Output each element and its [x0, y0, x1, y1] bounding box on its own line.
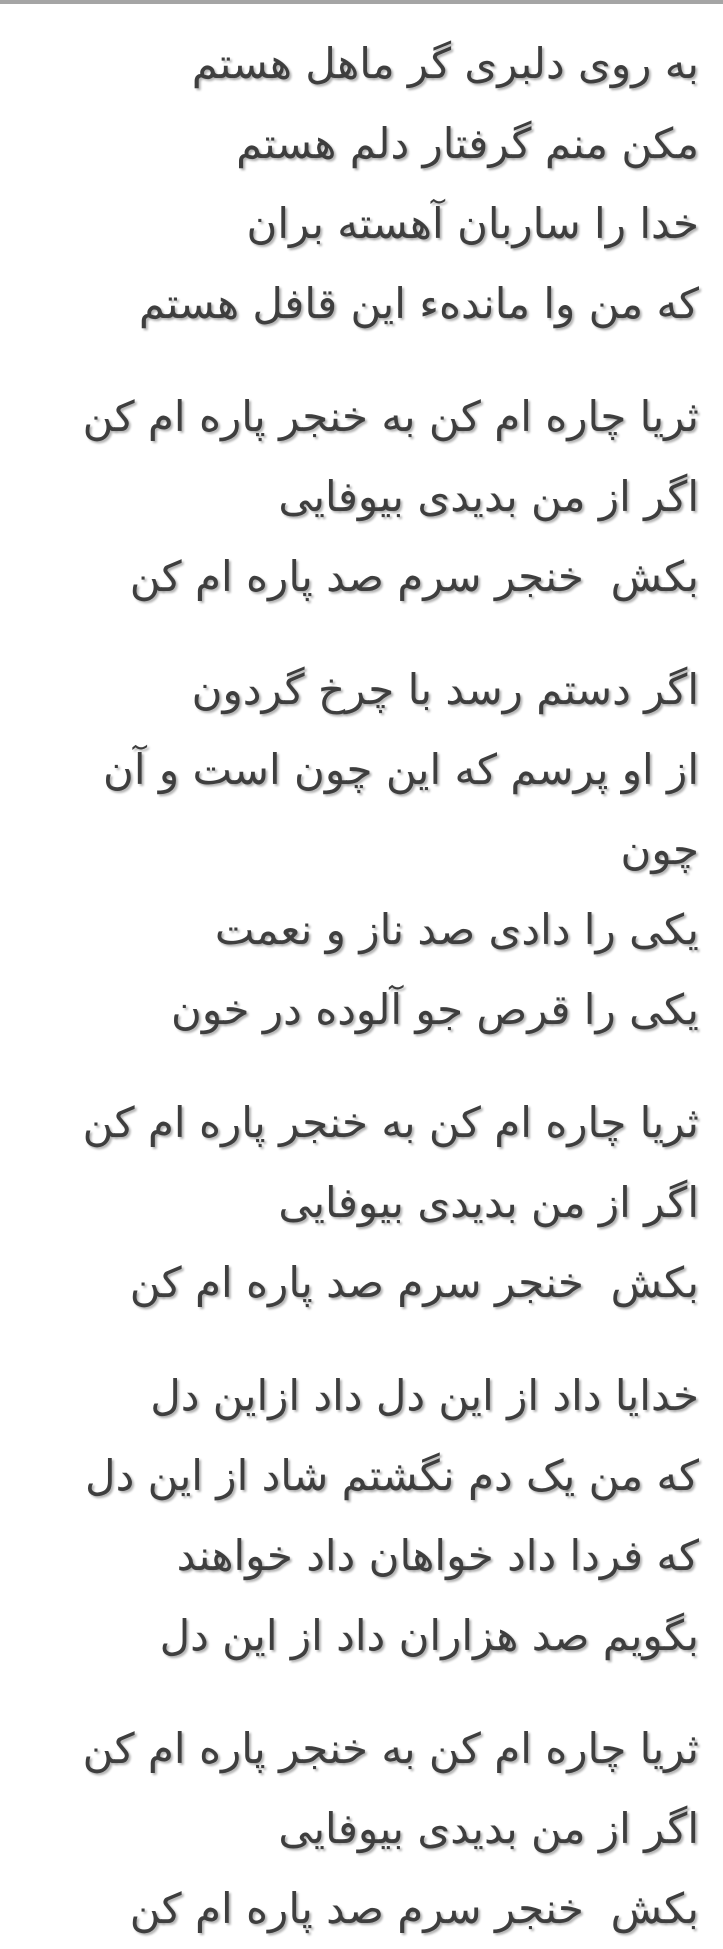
poem-line: مکن منم گرفتار دلم هستم — [236, 119, 699, 168]
poem-line: بکش خنجر سرم صد پاره ام کن — [129, 552, 699, 601]
poem-line: از او پرسم که این چون است و آن چون — [89, 745, 699, 874]
poem-line: بگویم صد هزاران داد از این دل — [159, 1611, 699, 1660]
poem — [0, 4, 723, 1949]
poem-line: یکی را قرص جو آلوده در خون — [171, 985, 699, 1034]
poem-line: ثریا چاره ام کن به خنجر پاره ام کن — [82, 1098, 699, 1147]
poem-line: اگر از من بدیدی بیوفایی — [278, 1804, 699, 1853]
stanza-4-refrain — [40, 1083, 699, 1323]
stanza-5 — [40, 1356, 699, 1676]
poem-line: اگر از من بدیدی بیوفایی — [278, 1178, 699, 1227]
poem-line: اگر دستم رسد با چرخ گردون — [191, 665, 699, 714]
stanza-6-refrain — [40, 1709, 699, 1949]
poem-line: بکش خنجر سرم صد پاره ام کن — [129, 1884, 699, 1933]
poem-line: به روی دلبری گر ماهل هستم — [191, 39, 699, 88]
poem-line: خدایا داد از این دل داد ازاین دل — [150, 1371, 699, 1420]
poem-line: که من یک دم نگشتم شاد از این دل — [85, 1451, 699, 1500]
poem-line: که من وا ماندهء این قافل هستم — [138, 279, 699, 328]
poem-line: بکش خنجر سرم صد پاره ام کن — [129, 1258, 699, 1307]
poem-line: ثریا چاره ام کن به خنجر پاره ام کن — [82, 1724, 699, 1773]
poem-line: که فردا داد خواهان داد خواهند — [176, 1531, 699, 1580]
poem-line: خدا را ساربان آهسته بران — [246, 199, 699, 248]
stanza-1 — [40, 24, 699, 344]
poem-line: اگر از من بدیدی بیوفایی — [278, 472, 699, 521]
poem-line: یکی را دادی صد ناز و نعمت — [214, 905, 699, 954]
poem-line: ثریا چاره ام کن به خنجر پاره ام کن — [82, 392, 699, 441]
stanza-2-refrain — [40, 377, 699, 617]
stanza-3 — [40, 650, 699, 1050]
